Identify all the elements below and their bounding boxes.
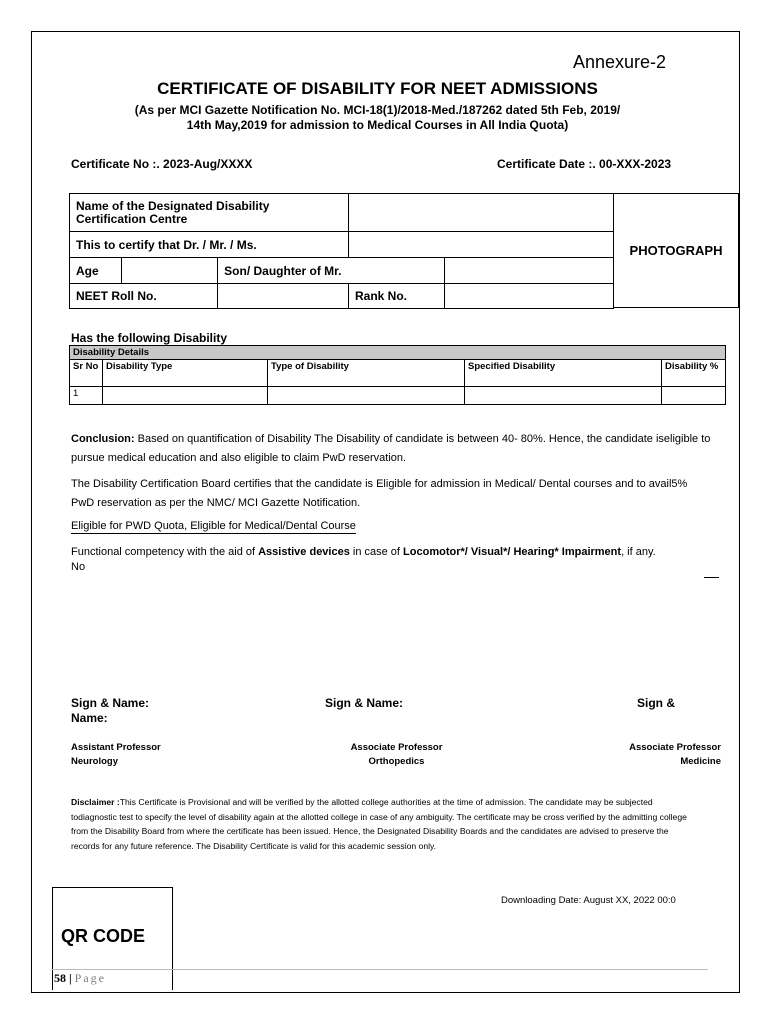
signature-2: Sign & Name: (325, 696, 404, 710)
disclaimer-text: This Certificate is Provisional and will be verified by the allotted college authorities at the time of admission. The candidate may be subjected todiagnostic test to specify the level of disability again at the allotted college in case of any ambiguity. The certificate may be cross verified by the admitting college from the Disability Board from where the certificate has been issued. Hence, the Designated Disability Boards and the candidates are advised to preserve the records for any future reference. The Disability Certificate is valid for this academic session only. (71, 797, 687, 851)
page-label: Page (74, 971, 106, 985)
roll-label: NEET Roll No. (70, 284, 218, 309)
func-text: Functional competency with the aid of (71, 546, 259, 558)
table-row (70, 387, 726, 405)
dash-mark (704, 577, 719, 578)
rank-value (445, 284, 614, 309)
functional-answer: No (71, 561, 86, 573)
designation-title: Associate Professor (350, 742, 443, 753)
annexure-label: Annexure-2 (573, 52, 667, 72)
eligibility-statement: Eligible for PWD Quota, Eligible for Medical/Dental Course (71, 520, 356, 532)
rank-label: Rank No. (349, 284, 445, 309)
designation-3 (600, 741, 721, 769)
photograph-box (614, 193, 739, 308)
photograph-label: PHOTOGRAPH (629, 243, 723, 258)
certificate-date: Certificate Date :. 00-XXX-2023 (497, 157, 672, 171)
designation-1 (71, 741, 161, 769)
signature-3: Sign & (637, 696, 675, 710)
certificate-title: CERTIFICATE OF DISABILITY FOR NEET ADMISSIONS (157, 79, 598, 98)
designation-dept: Neurology (71, 756, 118, 767)
disability-details-table (69, 345, 726, 405)
designation-dept: Medicine (680, 756, 721, 767)
certificate-number: Certificate No :. 2023-Aug/XXXX (71, 157, 253, 171)
certify-label: This to certify that Dr. / Mr. / Ms. (70, 232, 349, 258)
col-header: Sr No (70, 360, 103, 387)
roll-value (218, 284, 349, 309)
table-cell (465, 387, 662, 405)
signature-1: Sign & Name: (71, 696, 150, 710)
col-header: Disability Type (103, 360, 268, 387)
func-assistive: Assistive devices (258, 546, 350, 558)
qr-code-label: QR CODE (61, 926, 146, 946)
downloading-date: Downloading Date: August XX, 2022 00:0 (501, 895, 676, 906)
candidate-details-table (69, 193, 614, 309)
parent-label: Son/ Daughter of Mr. (218, 258, 445, 284)
disclaimer-label: Disclaimer : (71, 797, 120, 807)
age-value (122, 258, 218, 284)
candidate-name-value (349, 232, 614, 258)
footer-divider (52, 969, 708, 970)
designation-dept: Orthopedics (368, 756, 425, 767)
conclusion-label: Conclusion: (71, 433, 135, 445)
func-text: in case of (349, 546, 404, 558)
parent-value (445, 258, 614, 284)
table-cell (103, 387, 268, 405)
designation-title: Associate Professor (629, 742, 721, 753)
table-cell (662, 387, 726, 405)
page-separator: | (66, 971, 75, 985)
gazette-reference-line1: (As per MCI Gazette Notification No. MCI-18(1)/2018-Med./187262 dated 5th Feb, 2019/ (134, 103, 621, 117)
board-statement: The Disability Certification Board certifies that the candidate is Eligible for admission in Medical/ Dental courses and to avail5% PwD reservation as per the NMC/ MCI Gazette Notification. (71, 478, 688, 509)
page-footer (54, 971, 106, 986)
centre-value (349, 194, 614, 232)
disability-heading: Has the following Disability (71, 331, 228, 345)
conclusion-paragraph (71, 430, 721, 468)
col-header: Type of Disability (268, 360, 465, 387)
age-label: Age (70, 258, 122, 284)
table-cell: 1 (70, 387, 103, 405)
conclusion-text: Based on quantification of Disability The Disability of candidate is between 40- 80%. Hence, the candidate iseligible to pursue medical education and also eligible to claim PwD reservation. (71, 433, 711, 464)
page-number: 58 (54, 971, 66, 985)
func-text: , if any. (621, 546, 656, 558)
centre-label: Name of the Designated Disability Certification Centre (70, 194, 349, 232)
designation-title: Assistant Professor (71, 742, 161, 753)
col-header: Specified Disability (465, 360, 662, 387)
gazette-reference-line2: 14th May,2019 for admission to Medical Courses in All India Quota) (186, 118, 569, 132)
col-header: Disability % (662, 360, 726, 387)
functional-competency (71, 546, 656, 558)
func-impairment: Locomotor*/ Visual*/ Hearing* Impairment (403, 546, 622, 558)
designation-2 (345, 741, 448, 769)
disclaimer (71, 795, 691, 853)
disability-table-title: Disability Details (70, 346, 726, 360)
signature-1-cont: Name: (71, 711, 108, 725)
table-cell (268, 387, 465, 405)
